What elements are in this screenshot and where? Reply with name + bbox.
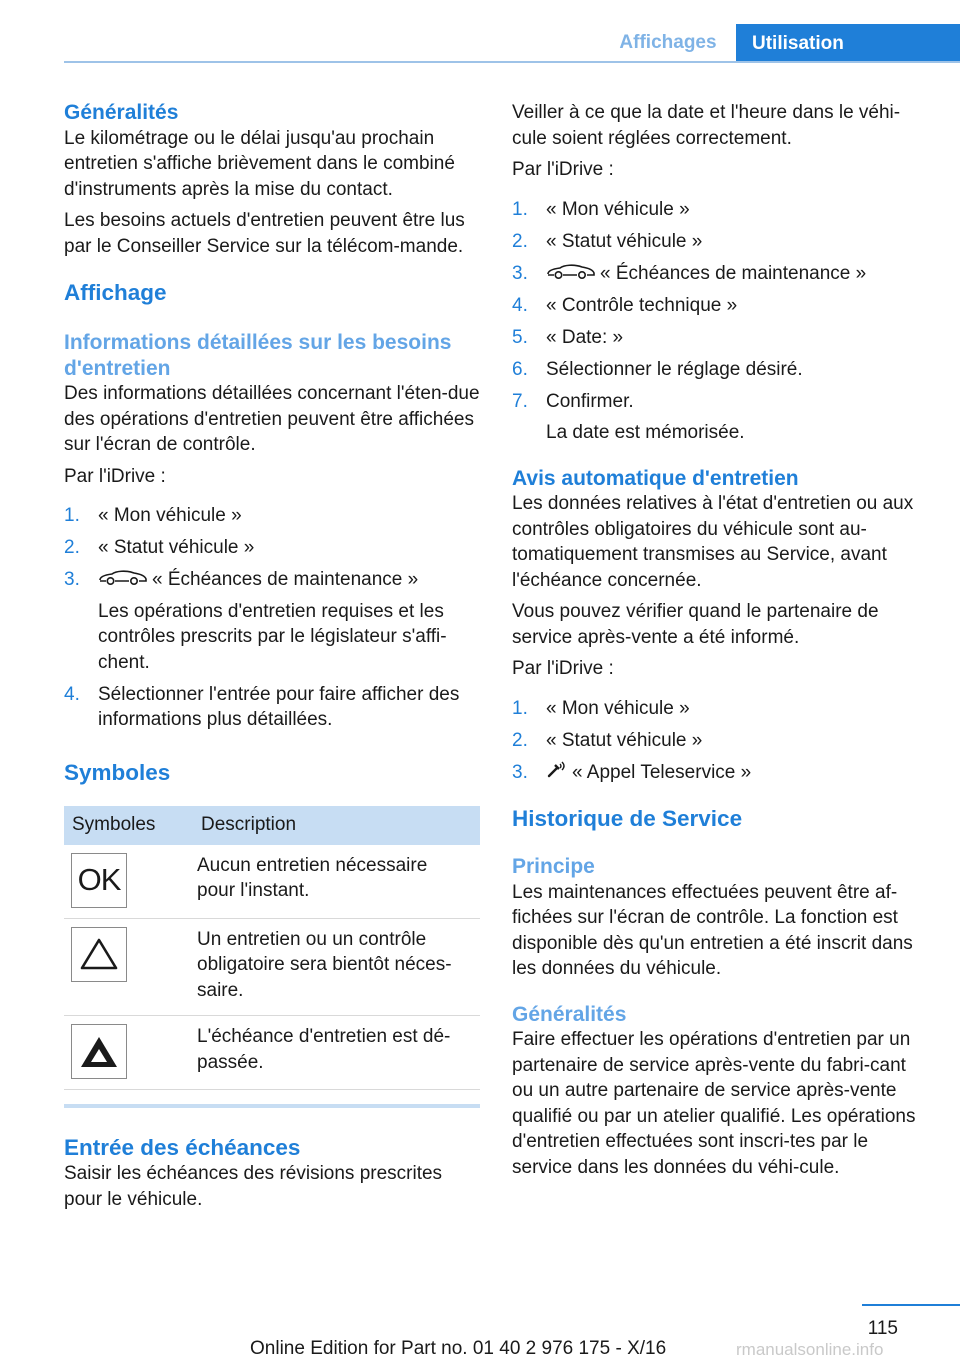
symbol-cell <box>64 918 187 1016</box>
step-number: 2. <box>512 230 528 252</box>
step-text: « Contrôle technique » <box>546 294 738 316</box>
entry-heading: Entrée des échéances <box>64 1135 301 1161</box>
list-item <box>512 261 932 287</box>
ok-icon-text: OK <box>77 862 121 898</box>
list-item <box>512 696 932 722</box>
list-item <box>512 229 932 255</box>
entry-paragraph: Saisir les échéances des révisions prescrites pour le véhicule. <box>64 1163 443 1210</box>
step-number: 3. <box>512 761 528 783</box>
column-header-description: Description <box>187 806 480 845</box>
step-text: Sélectionner l'entrée pour faire afficher des informations plus détaillées. <box>98 683 460 731</box>
list-item <box>512 293 932 319</box>
general-heading-2: Généralités <box>512 1002 627 1026</box>
symbols-heading: Symboles <box>64 759 171 785</box>
idrive-label-2: Par l'iDrive : <box>512 658 614 680</box>
details-heading: Informations détaillées sur les besoins d'entretien <box>64 331 452 380</box>
footer-rule <box>862 1304 960 1306</box>
principle-paragraph: Les maintenances effectuées peuvent être af-fichées sur l'écran de contrôle. La fonction est disponible dès qu'un entretien a été inscrit dans les données du véhicule. <box>512 881 913 980</box>
description-cell: Aucun entretien nécessaire pour l'instant. <box>187 845 480 919</box>
general-paragraph-2: Les besoins actuels d'entretien peuvent être lus par le Conseiller Service sur la télécom-mande. <box>64 210 465 257</box>
left-column <box>64 100 482 1218</box>
wrench-signal-icon <box>546 760 568 786</box>
page-number: 115 <box>867 1318 898 1339</box>
principle-heading: Principe <box>512 855 595 879</box>
service-history-heading: Historique de Service <box>512 806 743 832</box>
header-chapter-tab: Utilisation <box>736 24 960 63</box>
car-service-icon <box>98 567 148 593</box>
step-number: 5. <box>512 326 528 348</box>
list-item <box>64 682 482 733</box>
auto-notice-heading: Avis automatique d'entretien <box>512 466 799 490</box>
list-item <box>512 760 932 786</box>
step-text: Confirmer. <box>546 390 634 412</box>
ok-icon <box>71 853 127 908</box>
step-text: « Échéances de maintenance » <box>600 262 867 284</box>
step-subtext: La date est mémorisée. <box>546 422 745 444</box>
step-number: 1. <box>64 505 80 526</box>
list-item <box>512 197 932 223</box>
right-column <box>512 100 932 1186</box>
table-row <box>64 1016 480 1090</box>
step-number: 3. <box>512 262 528 284</box>
idrive-label: Par l'iDrive : <box>512 159 614 180</box>
date-paragraph: Veiller à ce que la date et l'heure dans le véhi-cule soient réglées correctement. <box>512 102 901 149</box>
display-heading: Affichage <box>64 280 167 305</box>
step-text: « Mon véhicule » <box>546 697 690 719</box>
step-text: Sélectionner le réglage désiré. <box>546 358 803 380</box>
idrive-label: Par l'iDrive : <box>64 465 166 487</box>
list-item <box>512 728 932 754</box>
step-number: 6. <box>512 358 528 380</box>
step-number: 1. <box>512 697 528 719</box>
list-item <box>512 357 932 383</box>
step-text: « Appel Teleservice » <box>572 761 752 783</box>
step-subtext: Les opérations d'entretien requises et les contrôles prescrits par le législateur s'affi-chent. <box>98 600 447 673</box>
teleservice-steps-list <box>512 696 932 786</box>
symbol-cell <box>64 1016 187 1090</box>
list-item <box>64 535 482 561</box>
general-paragraph-3: Faire effectuer les opérations d'entretien par un partenaire de service après-vente du fabri-cant ou un autre partenaire de service après-vente qualifié ou par un atelier qualifié. Les opérations d'entretien effectuées sont inscri-tes par le service dans les données du véhi-cule. <box>512 1029 916 1178</box>
step-text: « Date: » <box>546 326 624 348</box>
general-paragraph-1: Le kilométrage ou le délai jusqu'au prochain entretien s'affiche brièvement dans le combiné d'instruments après la mise du contact. <box>64 127 455 200</box>
step-text: « Statut véhicule » <box>546 230 703 252</box>
symbols-table <box>64 806 480 1091</box>
step-text: « Échéances de maintenance » <box>152 569 419 590</box>
right-steps-list <box>512 197 932 446</box>
header-rule <box>64 61 960 63</box>
step-text: « Statut véhicule » <box>98 537 255 558</box>
table-end-rule <box>64 1104 480 1108</box>
header-section-tab: Affichages <box>619 31 717 53</box>
general-heading: Généralités <box>64 101 179 124</box>
list-item <box>512 325 932 351</box>
auto-notice-paragraph-2: Vous pouvez vérifier quand le partenaire de service après-vente a été informé. <box>512 601 879 648</box>
left-steps-list <box>64 503 482 733</box>
details-paragraph: Des informations détaillées concernant l'éten-due des opérations d'entretien peuvent être affichées sur l'écran de contrôle. <box>64 383 480 455</box>
column-header-symbols: Symboles <box>64 806 187 845</box>
table-header-row <box>64 806 480 845</box>
step-number: 7. <box>512 390 528 412</box>
auto-notice-paragraph-1: Les données relatives à l'état d'entretien ou aux contrôles obligatoires du véhicule sont au-tomatiquement transmises au Service, avant l'échéance concernée. <box>512 493 914 591</box>
list-item <box>64 567 482 675</box>
step-number: 2. <box>512 729 528 751</box>
symbol-cell <box>64 845 187 919</box>
step-number: 3. <box>64 569 80 590</box>
step-number: 1. <box>512 198 528 220</box>
list-item <box>64 503 482 529</box>
car-service-icon <box>546 261 596 287</box>
step-number: 4. <box>64 683 80 705</box>
step-text: « Mon véhicule » <box>98 505 242 526</box>
table-row <box>64 918 480 1016</box>
description-cell: L'échéance d'entretien est dé-passée. <box>187 1016 480 1090</box>
step-number: 4. <box>512 294 528 316</box>
step-number: 2. <box>64 537 80 558</box>
step-text: « Mon véhicule » <box>546 198 690 220</box>
watermark: rmanualsonline.info <box>736 1340 884 1359</box>
list-item <box>512 389 932 446</box>
warning-triangle-outline-icon <box>71 927 127 982</box>
warning-triangle-filled-icon <box>71 1024 127 1079</box>
description-cell: Un entretien ou un contrôle obligatoire sera bientôt néces-saire. <box>187 918 480 1016</box>
edition-text: Online Edition for Part no. 01 40 2 976 175 - X/16 <box>250 1338 667 1359</box>
step-text: « Statut véhicule » <box>546 729 703 751</box>
table-row <box>64 845 480 919</box>
